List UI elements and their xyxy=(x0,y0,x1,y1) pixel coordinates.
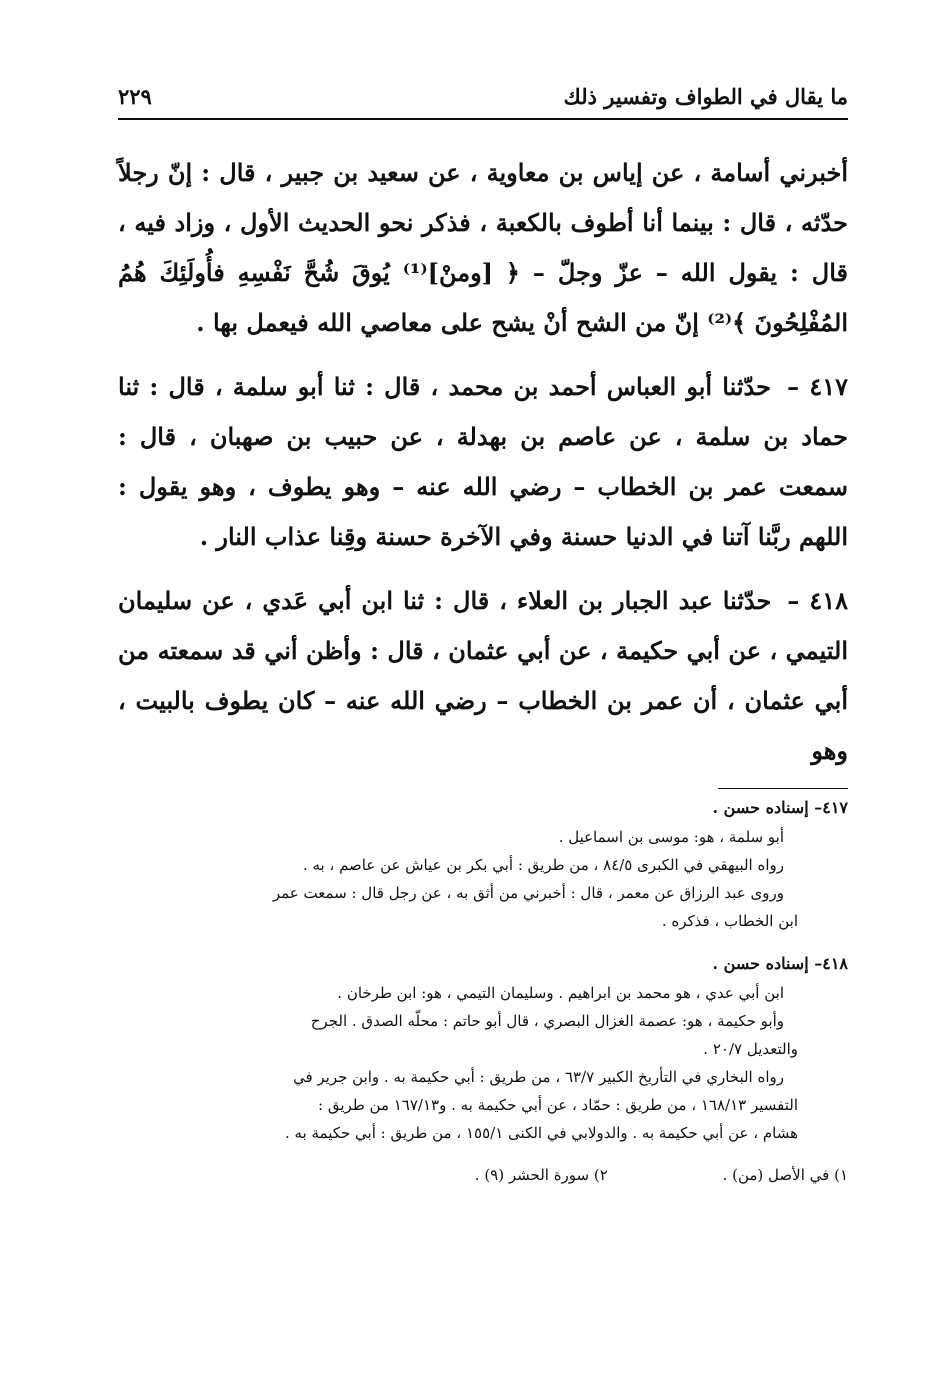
paragraph-text: حدّثنا أبو العباس أحمد بن محمد ، قال : ثنا أبو سلمة ، قال : ثنا حماد بن سلمة ، عن عاصم بن بهدلة ، عن حبيب بن صهبان ، قال : سمعت عمر بن الخطاب – رضي الله عنه – وهو يطوف ، وهو يقول : اللهم ربَّنا آتنا في الدنيا حسنة وفي الآخرة حسنة وقِنا عذاب النار . xyxy=(118,372,848,551)
footnote-line: رواه البيهقي في الكبرى ٨٤/٥ ، من طريق : أبي بكر بن عياش عن عاصم ، به . xyxy=(302,856,784,874)
footnote-line: التفسير ١٦٨/١٣ ، من طريق : حمّاد ، عن أبي حكيمة به . و١٦٧/١٣ من طريق : xyxy=(318,1096,798,1114)
paragraph-text: حدّثنا عبد الجبار بن العلاء ، قال : ثنا ابن أبي عَدي ، عن سليمان التيمي ، عن أبي حكيمة ، عن أبي عثمان ، قال : وأظن أني قد سمعته من أبي عثمان ، أن عمر بن الخطاب – رضي الله عنه – كان يطوف بالبيت ، وهو xyxy=(118,586,848,765)
hadith-number: ٤١٨ – xyxy=(787,586,849,615)
footnote-line: وأبو حكيمة ، هو: عصمة الغزال البصري ، قال أبو حاتم : محلّه الصدق . الجرح xyxy=(310,1012,784,1030)
footnote-heading: ٤١٨– إسناده حسن . xyxy=(712,954,848,973)
page-header xyxy=(118,78,848,120)
book-page xyxy=(118,70,848,1330)
footnote-line: هشام ، عن أبي حكيمة به . والدولابي في الكنى ١٥٥/١ ، من طريق : أبي حكيمة به . xyxy=(284,1124,798,1142)
footnote-line: رواه البخاري في التأريخ الكبير ٦٣/٧ ، من طريق : أبي حكيمة به . وابن جرير في xyxy=(292,1068,784,1086)
editor-note-2: ٢) سورة الحشر (٩) . xyxy=(474,1166,608,1184)
paragraph-continuation xyxy=(118,148,848,348)
footnote-line: ابن أبي عدي ، هو محمد بن ابراهيم . وسليمان التيمي ، هو: ابن طرخان . xyxy=(337,984,784,1002)
main-text xyxy=(118,148,848,790)
hadith-417 xyxy=(118,362,848,562)
running-title: ما يقال في الطواف وتفسير ذلك xyxy=(563,84,848,109)
hadith-number: ٤١٧ – xyxy=(787,372,848,401)
footnote-line: أبو سلمة ، هو: موسى بن اسماعيل . xyxy=(558,828,784,846)
footnote-line: ابن الخطاب ، فذكره . xyxy=(661,912,798,930)
footnote-line: والتعديل ٢٠/٧ . xyxy=(703,1040,798,1058)
page-number: ٢٢٩ xyxy=(118,84,152,109)
footnote-heading: ٤١٧– إسناده حسن . xyxy=(712,798,848,817)
editor-notes xyxy=(118,1161,848,1189)
footnote-417 xyxy=(118,793,848,935)
footnote-divider xyxy=(718,788,848,789)
footnotes xyxy=(118,788,848,1189)
editor-note-1: ١) في الأصل (من) . xyxy=(722,1166,848,1184)
hadith-418 xyxy=(118,576,848,776)
paragraph-text: أخبرني أسامة ، عن إياس بن معاوية ، عن سعيد بن جبير ، قال : إنّ رجلاً حدّثه ، قال : بينما أنا أطوف بالكعبة ، فذكر نحو الحديث الأول ، وزاد فيه ، قال : يقول الله – عزّ وجلّ – ﴿ [ومنْ]⁽¹⁾ يُوقَ شُحَّ نَفْسِهِ فأُولَئِكَ هُمُ المُفْلِحُونَ ﴾⁽²⁾ إنّ من الشح أنْ يشح على معاصي الله فيعمل بها . xyxy=(118,158,849,337)
footnote-418 xyxy=(118,949,848,1147)
footnote-line: وروى عبد الرزاق عن معمر ، قال : أخبرني من أثق به ، عن رجل قال : سمعت عمر xyxy=(272,884,784,902)
